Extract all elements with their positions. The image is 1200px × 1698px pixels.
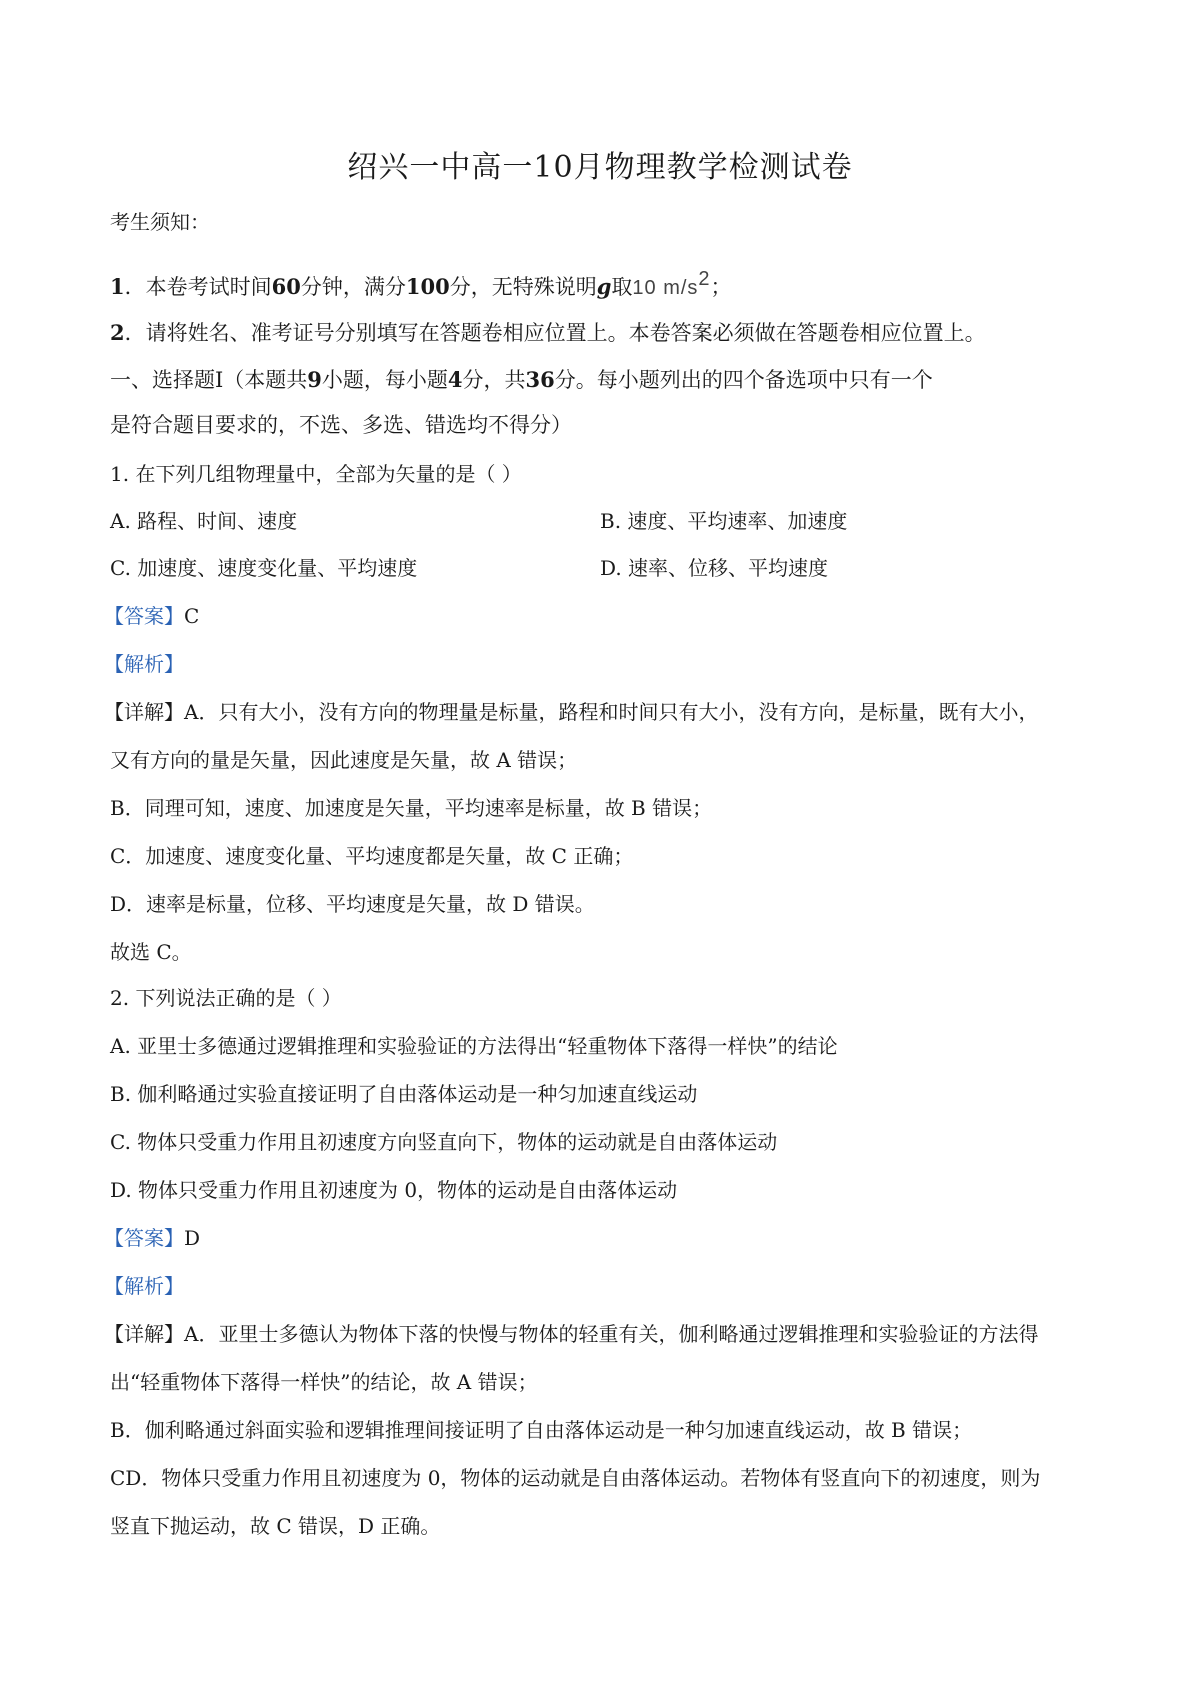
answer-value: D <box>184 1226 201 1250</box>
gravity-symbol: g <box>596 274 612 299</box>
section-heading-line-1 <box>110 366 933 394</box>
q1-detail-line-2: 又有方向的量是矢量，因此速度是矢量，故 A 错误； <box>110 748 578 772</box>
answer-label: 【答案】 <box>104 604 184 628</box>
answer-label: 【答案】 <box>104 1226 184 1250</box>
notice-text: 分钟，满分 <box>300 275 406 299</box>
section-text: 分。每小题列出的四个备选项中只有一个 <box>554 368 933 392</box>
notice-item-1 <box>110 265 732 302</box>
section-heading-line-2: 是符合题目要求的，不选、多选、错选均不得分） <box>110 413 572 437</box>
unit-exponent: 2 <box>698 268 711 290</box>
q1-detail-line-4: C．加速度、速度变化量、平均速度都是矢量，故 C 正确； <box>110 844 634 868</box>
notice-heading: 考生须知： <box>110 210 210 234</box>
q2-option-a: A. 亚里士多德通过逻辑推理和实验验证的方法得出“轻重物体下落得一样快”的结论 <box>110 1034 838 1058</box>
detail-text: A．亚里士多德认为物体下落的快慢与物体的轻重有关，伽利略通过逻辑推理和实验验证的方法得 <box>184 1322 1039 1346</box>
q1-detail-line-5: D．速率是标量，位移、平均速度是矢量，故 D 错误。 <box>110 892 595 916</box>
q2-analysis-label: 【解析】 <box>104 1274 184 1298</box>
notice-text: 取 <box>611 275 633 299</box>
q1-detail-line-1 <box>104 698 1038 726</box>
q1-detail-line-3: B．同理可知，速度、加速度是矢量，平均速率是标量，故 B 错误； <box>110 796 713 820</box>
q2-detail-line-4: CD．物体只受重力作用且初速度为 0，物体的运动就是自由落体运动。若物体有竖直向下的初速度，则为 <box>110 1466 1041 1490</box>
notice-text: ．请将姓名、准考证号分别填写在答题卷相应位置上。本卷答案必须做在答题卷相应位置上。 <box>124 321 986 345</box>
q2-option-d: D. 物体只受重力作用且初速度为 0，物体的运动是自由落体运动 <box>110 1178 678 1202</box>
q1-stem: 1. 在下列几组物理量中，全部为矢量的是（ ） <box>110 462 522 486</box>
section-text: 小题，每小题 <box>321 368 448 392</box>
q1-detail-line-6: 故选 C。 <box>110 940 192 964</box>
q2-option-c: C. 物体只受重力作用且初速度方向竖直向下，物体的运动就是自由落体运动 <box>110 1130 778 1154</box>
notice-text: ； <box>710 275 732 299</box>
q1-analysis-label: 【解析】 <box>104 652 184 676</box>
q2-answer <box>104 1224 200 1252</box>
detail-text: A．只有大小，没有方向的物理量是标量，路程和时间只有大小，没有方向，是标量，既有大小， <box>184 700 1039 724</box>
q1-option-c: C. 加速度、速度变化量、平均速度 <box>110 556 418 580</box>
q1-answer <box>104 602 199 630</box>
q2-detail-line-5: 竖直下抛运动，故 C 错误，D 正确。 <box>110 1514 441 1538</box>
notice-item-1-number: 1 <box>110 274 125 299</box>
answer-value: C <box>184 604 200 628</box>
notice-item-2 <box>110 319 986 347</box>
notice-text: ．本卷考试时间 <box>124 275 272 299</box>
q1-option-d: D. 速率、位移、平均速度 <box>600 556 829 580</box>
q2-detail-line-2: 出“轻重物体下落得一样快”的结论，故 A 错误； <box>110 1370 538 1394</box>
section-number: 9 <box>307 367 322 392</box>
section-number: 4 <box>447 367 463 392</box>
q1-option-b: B. 速度、平均速率、加速度 <box>600 509 848 533</box>
q1-option-a: A. 路程、时间、速度 <box>110 509 298 533</box>
section-number: 36 <box>525 367 555 392</box>
q2-stem: 2. 下列说法正确的是（ ） <box>110 986 342 1010</box>
detail-label: 【详解】 <box>104 700 184 724</box>
q2-detail-line-1 <box>104 1320 1038 1348</box>
detail-label: 【详解】 <box>104 1322 184 1346</box>
notice-item-2-number: 2 <box>110 320 125 345</box>
notice-number: 100 <box>405 274 450 299</box>
gravity-unit: 10 m/s <box>632 277 699 299</box>
page-title: 绍兴一中高一10月物理教学检测试卷 <box>347 150 853 185</box>
section-text: 分，共 <box>462 368 526 392</box>
notice-number: 60 <box>271 274 301 299</box>
q2-option-b: B. 伽利略通过实验直接证明了自由落体运动是一种匀加速直线运动 <box>110 1082 698 1106</box>
notice-text: 分，无特殊说明 <box>449 275 597 299</box>
q2-detail-line-3: B．伽利略通过斜面实验和逻辑推理间接证明了自由落体运动是一种匀加速直线运动，故 B 错误； <box>110 1418 973 1442</box>
section-text: 一、选择题Ⅰ（本题共 <box>110 368 308 392</box>
